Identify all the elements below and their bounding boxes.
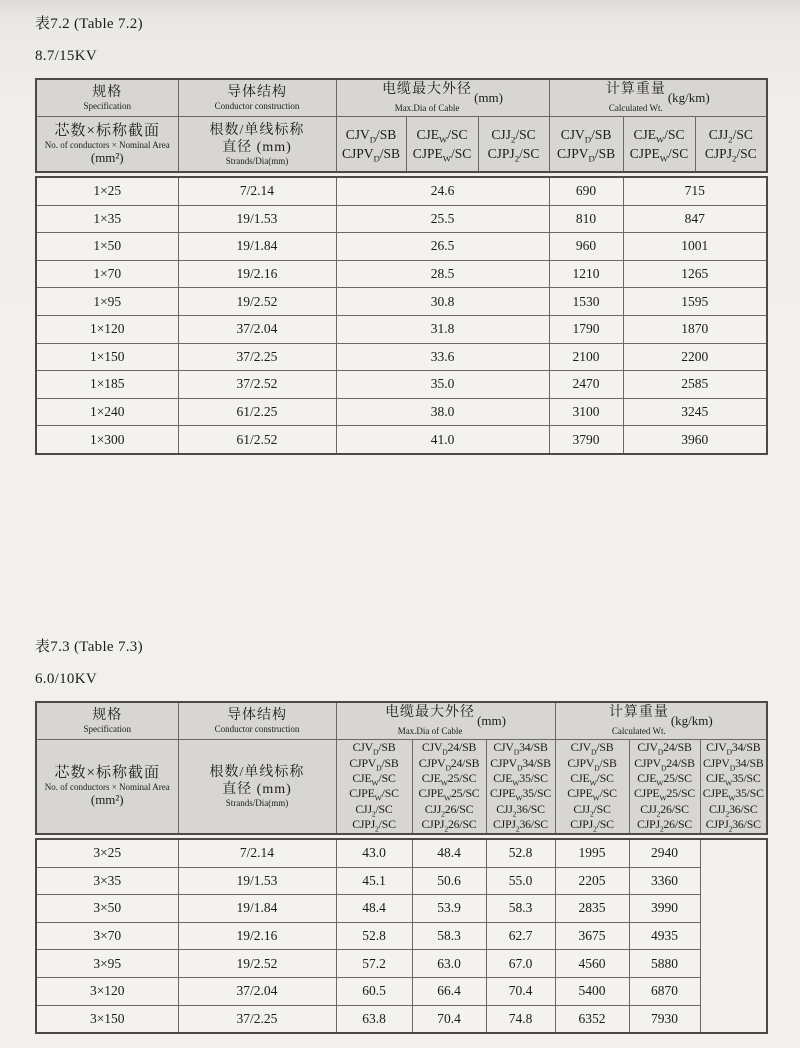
table-cell: 30.8: [336, 288, 549, 316]
table-row: [36, 895, 767, 923]
table-cell: 1790: [549, 315, 623, 343]
col-header-conductor-en: Conductor construction: [214, 101, 300, 111]
table-cell: 19/1.84: [178, 233, 336, 261]
table-cell: 66.4: [412, 977, 486, 1005]
col-subheader-cable-type-dia-1: $CJV_D/SB$ $CJPV_D/SB$: [336, 117, 406, 173]
col-header-max-dia-en: Max.Dia of Cable: [394, 103, 460, 113]
table-cell: 2940: [629, 839, 700, 867]
table-cell: 26.5: [336, 233, 549, 261]
table-cell: 1×185: [36, 371, 178, 399]
col-header-wt-cn: 计算重量: [605, 82, 666, 97]
col-header-conductor-construction: [178, 79, 336, 117]
table-cell: 1001: [623, 233, 767, 261]
table-cell: 37/2.25: [178, 1005, 336, 1033]
table-cell: 38.0: [336, 398, 549, 426]
col-header-max-dia-cn: 电缆最大外径: [382, 82, 473, 97]
col-subheader-cable-type-wt-3: $CJJ_2/SC$ $CJPJ_2/SC$: [695, 117, 767, 173]
table-cell: 3360: [629, 867, 700, 895]
col-subheader-spec: 芯数×标称截面 No. of conductors × Nominal Area (mm²): [36, 117, 178, 173]
table-cell: 24.6: [336, 177, 549, 205]
table-cell: 1×240: [36, 398, 178, 426]
table-7-2-body: [35, 176, 768, 455]
table-cell: 3960: [623, 426, 767, 454]
table-7-3-caption: 表7.3 (Table 7.3): [35, 638, 143, 655]
table-cell: 48.4: [336, 895, 412, 923]
col-subheader-conductor: 根数/单线标称 直径 (mm) Strands/Dia(mm): [178, 739, 336, 834]
table-row: [36, 177, 767, 205]
table-cell: 57.2: [336, 950, 412, 978]
table-cell: 61/2.25: [178, 398, 336, 426]
table-cell: 58.3: [412, 922, 486, 950]
table-cell: 2200: [623, 343, 767, 371]
table-cell: 25.5: [336, 205, 549, 233]
col-header-wt-unit: (kg/km): [667, 90, 710, 105]
col-subheader-cable-type-wt-2: $CJV_D24/SB$ $CJPV_D24/SB$ $CJE_W25/SC$ $CJPE_W25/SC$ $CJJ_226/SC$ $CJPJ_226/SC$: [629, 739, 700, 834]
table-cell: 60.5: [336, 977, 412, 1005]
table-cell: 1995: [555, 839, 629, 867]
table-cell: 19/1.53: [178, 205, 336, 233]
table-cell: 63.8: [336, 1005, 412, 1033]
table-row: [36, 950, 767, 978]
col-subheader-cable-type-wt-1: $CJV_D/SB$ $CJPV_D/SB$ $CJE_W/SC$ $CJPE_W/SC$ $CJJ_2/SC$ $CJPJ_2/SC$: [555, 739, 629, 834]
col-subheader-cable-type-dia-2: $CJE_W/SC$ $CJPE_W/SC$: [406, 117, 478, 173]
table-row: [36, 343, 767, 371]
table-7-3-body: [35, 838, 768, 1034]
table-row: [36, 426, 767, 454]
table-row: [36, 977, 767, 1005]
table-cell: 2470: [549, 371, 623, 399]
table-cell: 2205: [555, 867, 629, 895]
table-cell: 19/2.16: [178, 260, 336, 288]
col-header-specification: [36, 79, 178, 117]
table-cell: 1210: [549, 260, 623, 288]
table-cell: 19/2.52: [178, 950, 336, 978]
table-cell: 3790: [549, 426, 623, 454]
table-7-2-header: [35, 78, 768, 173]
table-cell: 37/2.52: [178, 371, 336, 399]
table-cell: 50.6: [412, 867, 486, 895]
table-cell: 19/1.84: [178, 895, 336, 923]
table-cell: 5400: [555, 977, 629, 1005]
table-cell: 4560: [555, 950, 629, 978]
table-cell: 1×95: [36, 288, 178, 316]
table-cell: 31.8: [336, 315, 549, 343]
table-cell: 1×25: [36, 177, 178, 205]
col-subheader-cable-type-dia-1: $CJV_D/SB$ $CJPV_D/SB$ $CJE_W/SC$ $CJPE_W/SC$ $CJJ_2/SC$ $CJPJ_2/SC$: [336, 739, 412, 834]
col-subheader-cable-type-wt-1: $CJV_D/SB$ $CJPV_D/SB$: [549, 117, 623, 173]
table-cell: 1×150: [36, 343, 178, 371]
table-cell: 715: [623, 177, 767, 205]
table-7-2-caption: 表7.2 (Table 7.2): [35, 16, 143, 32]
col-header-max-dia: 电缆最大外径 Max.Dia of Cable (mm): [336, 702, 555, 740]
table-cell: 3990: [629, 895, 700, 923]
table-row: [36, 288, 767, 316]
table-cell: 847: [623, 205, 767, 233]
table-cell: 55.0: [486, 867, 555, 895]
table-7-3-voltage: 6.0/10KV: [35, 670, 97, 687]
table-cell: 33.6: [336, 343, 549, 371]
table-7-2-voltage: 8.7/15KV: [35, 48, 97, 64]
table-row: [36, 839, 767, 867]
table-cell: 19/2.52: [178, 288, 336, 316]
table-cell: 37/2.25: [178, 343, 336, 371]
table-cell: 37/2.04: [178, 315, 336, 343]
table-cell: 28.5: [336, 260, 549, 288]
table-cell: 63.0: [412, 950, 486, 978]
table-cell: 7930: [629, 1005, 700, 1033]
col-subheader-cable-type-wt-3: $CJV_D34/SB$ $CJPV_D34/SB$ $CJE_W35/SC$ $CJPE_W35/SC$ $CJJ_236/SC$ $CJPJ_236/SC$: [700, 739, 767, 834]
col-subheader-cable-type-dia-3: $CJJ_2/SC$ $CJPJ_2/SC$: [478, 117, 549, 173]
table-cell: 62.7: [486, 922, 555, 950]
table-cell: 48.4: [412, 839, 486, 867]
table-cell: 7/2.14: [178, 177, 336, 205]
table-cell: 5880: [629, 950, 700, 978]
col-subheader-cable-type-wt-2: $CJE_W/SC$ $CJPE_W/SC$: [623, 117, 695, 173]
table-cell: 2100: [549, 343, 623, 371]
table-cell: 3×95: [36, 950, 178, 978]
col-header-wt-en: Calculated Wt.: [608, 103, 663, 113]
table-cell: 58.3: [486, 895, 555, 923]
table-cell: 1870: [623, 315, 767, 343]
table-cell: 41.0: [336, 426, 549, 454]
section-table-7-2: [35, 12, 766, 455]
col-subheader-cable-type-dia-2: $CJV_D24/SB$ $CJPV_D24/SB$ $CJE_W25/SC$ $CJPE_W25/SC$ $CJJ_226/SC$ $CJPJ_226/SC$: [412, 739, 486, 834]
col-header-specification-en: Specification: [83, 101, 131, 111]
table-cell: 960: [549, 233, 623, 261]
col-subheader-conductor: 根数/单线标称 直径 (mm) Strands/Dia(mm): [178, 117, 336, 173]
table-cell: 810: [549, 205, 623, 233]
table-cell: 3245: [623, 398, 767, 426]
table-cell: 61/2.52: [178, 426, 336, 454]
table-cell: 3×25: [36, 839, 178, 867]
table-row: [36, 260, 767, 288]
col-header-conductor-construction: 导体结构 Conductor construction: [178, 702, 336, 740]
table-cell: 43.0: [336, 839, 412, 867]
table-cell: 1×35: [36, 205, 178, 233]
table-cell: 19/1.53: [178, 867, 336, 895]
table-row: [36, 315, 767, 343]
col-header-calculated-wt: [549, 79, 767, 117]
table-cell: 67.0: [486, 950, 555, 978]
table-row: [36, 867, 767, 895]
table-cell: 1265: [623, 260, 767, 288]
col-header-max-dia: [336, 79, 549, 117]
table-cell: 2585: [623, 371, 767, 399]
col-header-max-dia-unit: (mm): [474, 90, 503, 105]
table-row: [36, 205, 767, 233]
table-cell: 37/2.04: [178, 977, 336, 1005]
table-row: [36, 922, 767, 950]
table-row: [36, 398, 767, 426]
table-cell: 1530: [549, 288, 623, 316]
col-header-calculated-wt: 计算重量 Calculated Wt. (kg/km): [555, 702, 767, 740]
table-cell: 1×70: [36, 260, 178, 288]
table-row: [36, 1005, 767, 1033]
table-cell: 3×150: [36, 1005, 178, 1033]
table-cell: 19/2.16: [178, 922, 336, 950]
col-subheader-spec: 芯数×标称截面 No. of conductors × Nominal Area (mm²): [36, 739, 178, 834]
table-cell: 3675: [555, 922, 629, 950]
table-cell: 3×35: [36, 867, 178, 895]
table-7-3-header: [35, 701, 768, 835]
table-cell: 3×70: [36, 922, 178, 950]
table-cell: 3100: [549, 398, 623, 426]
table-cell: 2835: [555, 895, 629, 923]
table-cell: 53.9: [412, 895, 486, 923]
table-row: [36, 371, 767, 399]
table-cell: 4935: [629, 922, 700, 950]
table-cell: 45.1: [336, 867, 412, 895]
table-cell: 35.0: [336, 371, 549, 399]
col-subheader-cable-type-dia-3: $CJV_D34/SB$ $CJPV_D34/SB$ $CJE_W35/SC$ $CJPE_W35/SC$ $CJJ_236/SC$ $CJPJ_236/SC$: [486, 739, 555, 834]
table-cell: 74.8: [486, 1005, 555, 1033]
table-cell: 70.4: [412, 1005, 486, 1033]
table-cell: 6352: [555, 1005, 629, 1033]
table-cell: 690: [549, 177, 623, 205]
table-row: [36, 233, 767, 261]
table-cell: 7/2.14: [178, 839, 336, 867]
table-cell: 1595: [623, 288, 767, 316]
col-header-specification-cn: 规格: [92, 85, 123, 100]
table-cell: 3×50: [36, 895, 178, 923]
col-header-specification: 规格 Specification: [36, 702, 178, 740]
section-table-7-3: [35, 635, 766, 1034]
table-cell: 1×50: [36, 233, 178, 261]
table-cell: 52.8: [336, 922, 412, 950]
table-cell: 3×120: [36, 977, 178, 1005]
table-cell: 6870: [629, 977, 700, 1005]
table-cell: 52.8: [486, 839, 555, 867]
table-cell: 1×300: [36, 426, 178, 454]
table-cell: 70.4: [486, 977, 555, 1005]
table-cell: 1×120: [36, 315, 178, 343]
col-header-conductor-cn: 导体结构: [227, 85, 287, 100]
